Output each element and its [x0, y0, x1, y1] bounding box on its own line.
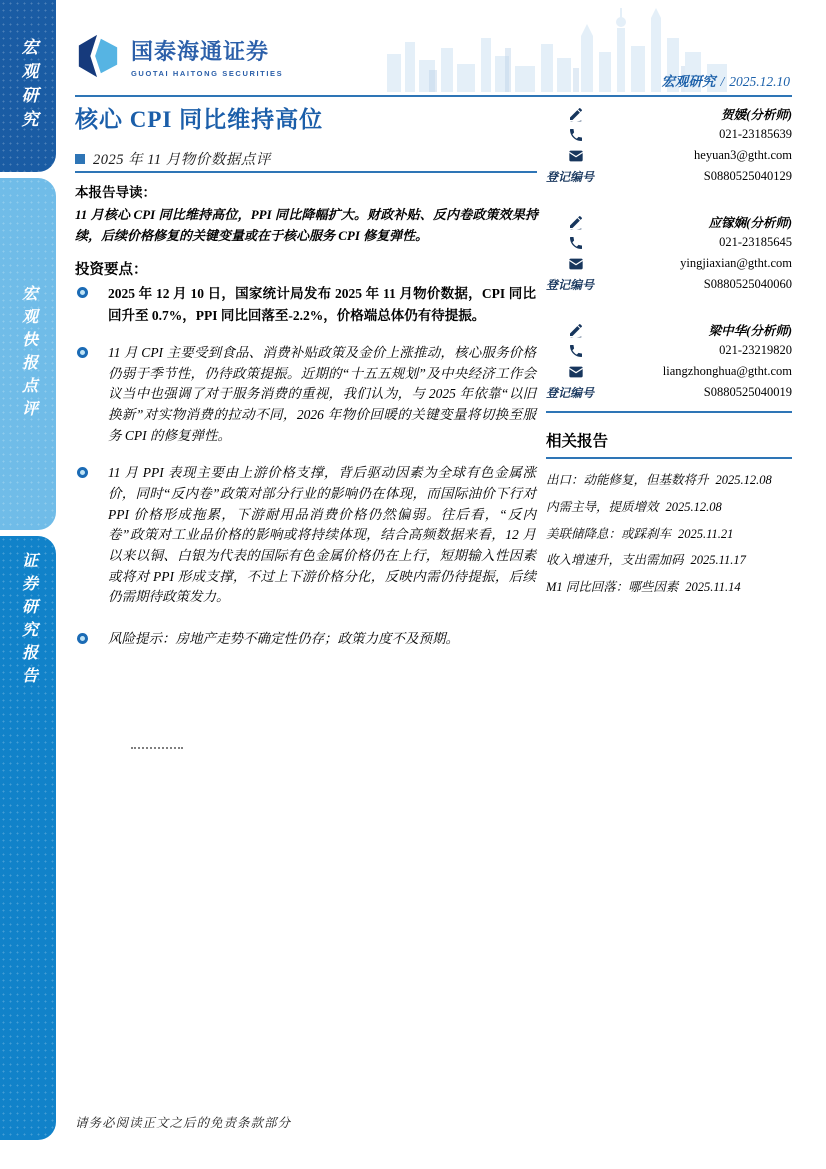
email-icon: [568, 364, 584, 380]
keypoint-item: [75, 343, 540, 446]
disclaimer-footer: 请务必阅读正文之后的免责条款部分: [75, 1116, 292, 1130]
header-meta: [661, 70, 790, 90]
pen-icon: [568, 322, 584, 338]
related-reports-list: [546, 467, 792, 601]
logo-text: [131, 35, 283, 78]
related-report-date: 2025.12.08: [665, 499, 722, 514]
related-report-title: M1 同比回落：哪些因素: [546, 580, 679, 594]
reg-number-label: 登记编号: [546, 278, 595, 292]
related-report-item[interactable]: [546, 574, 792, 601]
tiny-print-artifact: [131, 747, 183, 749]
analyst-email[interactable]: liangzhonghua@gtht.com: [662, 364, 792, 378]
subtitle-square-bullet: [75, 154, 85, 164]
related-report-date: 2025.11.14: [685, 580, 741, 594]
related-report-item[interactable]: [546, 494, 792, 521]
related-reports: [546, 429, 792, 601]
lead-heading: 本报告导读：: [75, 185, 156, 200]
report-category: 宏观研究: [661, 74, 716, 89]
analyst-phone-row: [546, 340, 792, 361]
analyst-phone-row: [546, 124, 792, 145]
keypoints-list: [75, 283, 540, 667]
ring-bullet-icon: [77, 633, 88, 644]
sidebar-segment-macro-flash-comment: [0, 178, 56, 530]
keypoint-text: 2025 年 12 月 10 日，国家统计局发布 2025 年 11 月物价数据，CPI 同比回升至 0.7%，PPI 同比回落至-2.2%，价格端总体仍有待提振。: [108, 286, 536, 323]
analyst-reg-row: [546, 382, 792, 403]
meta-separator: /: [720, 74, 725, 89]
keypoint-item: [75, 283, 540, 326]
analyst-phone: 021-23185639: [719, 127, 792, 141]
analyst-name-row: [546, 319, 792, 340]
related-report-date: 2025.11.17: [690, 553, 746, 568]
subtitle-text: 2025 年 11 月物价数据点评: [93, 152, 271, 168]
ring-bullet-icon: [77, 467, 88, 478]
keypoint-text: 风险提示：房地产走势不确定性仍存；政策力度不及预期。: [108, 630, 459, 646]
analyst-name-row: [546, 103, 792, 124]
phone-icon: [568, 127, 584, 143]
analysts-bottom-rule: [546, 411, 792, 413]
keypoint-item: [75, 463, 540, 607]
related-report-item[interactable]: [546, 547, 792, 574]
brand-name-en: GUOTAI HAITONG SECURITIES: [131, 68, 284, 78]
ring-bullet-icon: [77, 287, 88, 298]
email-icon: [568, 256, 584, 272]
pen-icon: [568, 214, 584, 230]
analyst-name-row: [546, 211, 792, 232]
analyst-phone-row: [546, 232, 792, 253]
header-rule: [75, 95, 792, 97]
email-icon: [568, 148, 584, 164]
page-title: 核心 CPI 同比维持高位: [75, 107, 324, 132]
analyst-reg-row: [546, 274, 792, 295]
related-report-title: 收入增速升，支出需加码: [546, 553, 684, 568]
analyst-card: [546, 319, 792, 403]
right-column: [546, 103, 792, 601]
reg-number: S0880525040060: [703, 277, 792, 291]
sidebar-segment-macro-research: [0, 0, 56, 172]
subtitle: [75, 148, 271, 169]
keypoint-text: 11 月 CPI 主要受到食品、消费补贴政策及金价上涨推动，核心服务价格仍弱于季节性，仍待政策提振。近期的“十五五规划”及中央经济工作会议当中也强调了对于服务消费的重视，我们认为，与 2025 年依靠“以旧换新”对实物消费的拉动不同，2026 年物价回暖的关键变量将切换至服务 CPI 的修复弹性。: [108, 345, 536, 443]
analyst-email[interactable]: yingjiaxian@gtht.com: [680, 256, 792, 270]
sidebar-label: 宏观研究: [18, 38, 38, 134]
analyst-email-row: [546, 145, 792, 166]
analyst-phone: 021-23219820: [719, 343, 792, 357]
subtitle-rule: [75, 171, 537, 173]
related-report-title: 内需主导，提质增效: [546, 499, 659, 514]
lead-text: 11 月核心 CPI 同比维持高位，PPI 同比降幅扩大。财政补贴、反内卷政策效果持续，后续价格修复的关键变量或在于核心服务 CPI 修复弹性。: [75, 207, 538, 244]
analyst-card: [546, 103, 792, 187]
phone-icon: [568, 235, 584, 251]
analyst-card: [546, 211, 792, 295]
ring-bullet-icon: [77, 347, 88, 358]
analyst-reg-row: [546, 166, 792, 187]
related-reports-heading: 相关报告: [546, 429, 792, 459]
related-report-title: 美联储降息：或踩刹车: [546, 526, 672, 541]
analyst-name: 贺媛(分析师): [721, 107, 792, 122]
phone-icon: [568, 343, 584, 359]
related-report-date: 2025.12.08: [715, 473, 772, 487]
logo-hexagon-icon: [75, 33, 121, 79]
analyst-name: 应镓娴(分析师): [708, 215, 792, 230]
company-logo: [75, 33, 283, 79]
analyst-phone: 021-23185645: [719, 235, 792, 249]
keypoints-heading: 投资要点：: [75, 262, 148, 278]
reg-number-label: 登记编号: [546, 386, 595, 400]
brand-name-cn: 国泰海通证券: [131, 38, 270, 64]
keypoint-item-risk: [75, 629, 540, 650]
related-report-title: 出口：动能修复，但基数将升: [546, 473, 709, 487]
analyst-email-row: [546, 253, 792, 274]
keypoint-text: 11 月 PPI 表现主要由上游价格支撑，背后驱动因素为全球有色金属涨价，同时“反内卷”政策对部分行业的影响仍在体现，而国际油价下行对 PPI 价格形成拖累，下游耐用品消费价格仍然偏弱。往后看，“反内卷”政策对工业品价格的影响或将持续体现，结合高频数据来看，12 月以来以铜、白银为代表的国际有色金属价格仍在上行，短期输入性因素或将对 PPI 形成支撑，不过上下游价格分化，反映内需仍待提振，后续仍需期待政策发力。: [108, 465, 536, 605]
sidebar-label: 宏观快报点评: [19, 285, 37, 423]
report-date: 2025.12.10: [729, 74, 790, 89]
related-report-item[interactable]: [546, 521, 792, 548]
reg-number-label: 登记编号: [546, 170, 595, 184]
sidebar-label: 证券研究报告: [19, 552, 37, 690]
related-report-item[interactable]: [546, 467, 792, 494]
reg-number: S0880525040129: [703, 169, 792, 183]
reg-number: S0880525040019: [703, 385, 792, 399]
analyst-name: 梁中华(分析师): [708, 323, 792, 338]
related-report-date: 2025.11.21: [678, 526, 734, 541]
analyst-email-row: [546, 361, 792, 382]
sidebar-segment-securities-research-report: [0, 536, 56, 1140]
pen-icon: [568, 106, 584, 122]
analyst-email[interactable]: heyuan3@gtht.com: [694, 148, 792, 162]
